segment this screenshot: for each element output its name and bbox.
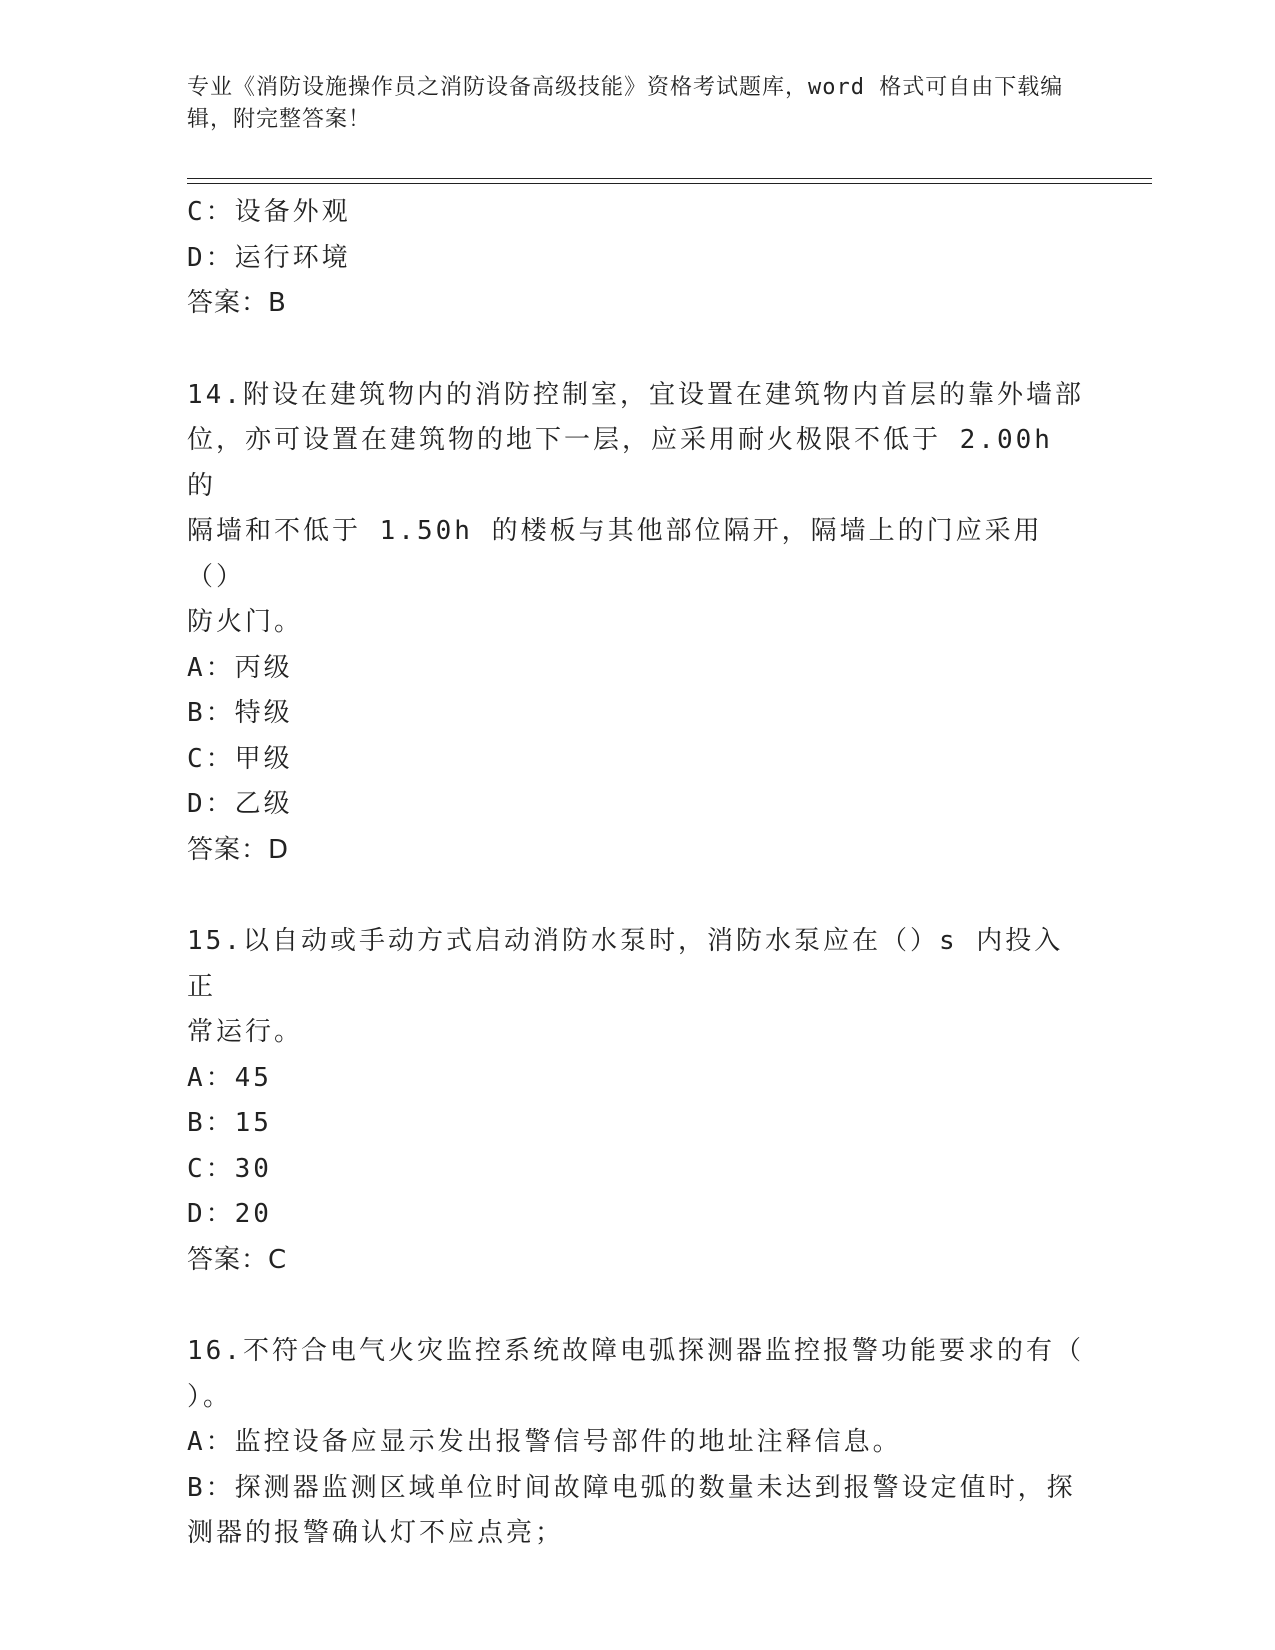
- question-stem-line: 15.以自动或手动方式启动消防水泵时，消防水泵应在（）s 内投入正: [187, 926, 1064, 1002]
- question-stem-line: 防火门。: [187, 607, 304, 637]
- option-d: D：乙级: [187, 789, 293, 819]
- header-rule-top: [187, 178, 1152, 179]
- spacer: [187, 1283, 1087, 1329]
- question-15: [187, 919, 1087, 1283]
- question-stem-line: ）。: [187, 1381, 233, 1412]
- option-c: C：30: [187, 1153, 272, 1184]
- question-stem-line: 14.附设在建筑物内的消防控制室，宜设置在建筑物内首层的靠外墙部: [187, 379, 1084, 410]
- spacer: [187, 873, 1087, 919]
- option-c: C：设备外观: [187, 197, 351, 227]
- question-13-tail: [187, 190, 1087, 327]
- question-stem-line: 常运行。: [187, 1017, 304, 1047]
- spacer: [187, 327, 1087, 373]
- option-a: A：45: [187, 1062, 272, 1093]
- option-a: A：监控设备应显示发出报警信号部件的地址注释信息。: [187, 1427, 902, 1457]
- option-b: B：15: [187, 1108, 272, 1138]
- question-stem-line: 16.不符合电气火灾监控系统故障电弧探测器监控报警功能要求的有（: [187, 1336, 1084, 1366]
- option-b: B：探测器监测区域单位时间故障电弧的数量未达到报警设定值时，探: [187, 1472, 1076, 1503]
- question-stem-line: 隔墙和不低于 1.50h 的楼板与其他部位隔开，隔墙上的门应采用（）: [187, 516, 1043, 592]
- option-a: A：丙级: [187, 652, 293, 683]
- question-stem-line: 位，亦可设置在建筑物的地下一层，应采用耐火极限不低于 2.00h 的: [187, 425, 1072, 501]
- question-content: [187, 190, 1087, 1557]
- question-14: [187, 373, 1087, 874]
- header-rule-bottom: [187, 183, 1152, 184]
- option-d: D：运行环境: [187, 242, 351, 273]
- answer-line: 答案：B: [187, 288, 287, 318]
- option-d: D：20: [187, 1199, 272, 1229]
- page-header: 专业《消防设施操作员之消防设备高级技能》资格考试题库，word 格式可自由下载编辑，附完整答案！: [187, 75, 1064, 132]
- option-c: C：甲级: [187, 743, 293, 774]
- option-b: B：特级: [187, 698, 293, 728]
- answer-line: 答案：D: [187, 834, 290, 865]
- option-b-continued: 测器的报警确认灯不应点亮；: [187, 1518, 565, 1548]
- question-16: [187, 1329, 1087, 1557]
- answer-line: 答案：C: [187, 1244, 288, 1275]
